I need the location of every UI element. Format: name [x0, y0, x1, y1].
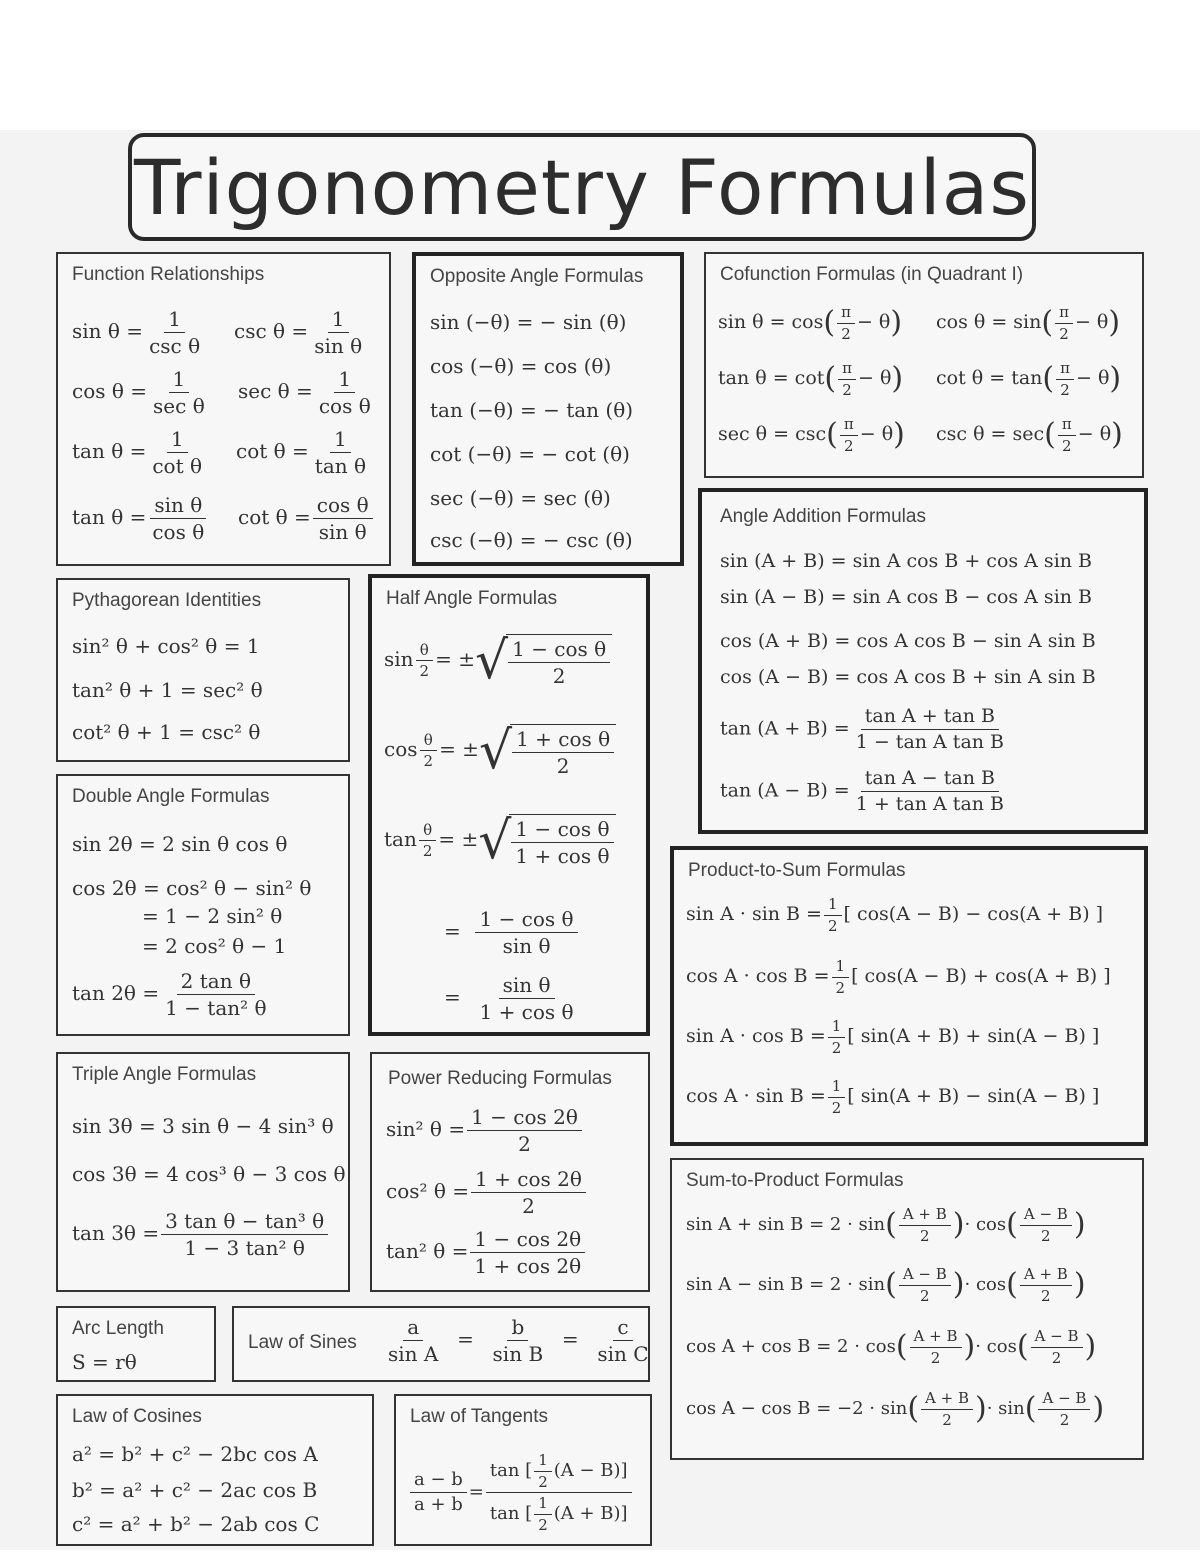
formula: tan 3θ = $\frac{\text{3 tan θ − tan³ θ}}{\text{1 − 3 tan² θ}}$ — [72, 1210, 330, 1259]
pythagorean-box — [56, 578, 350, 762]
arc-length-box — [56, 1306, 216, 1382]
formula: tan θ = $\frac{\text{sin θ}}{\text{cos θ}}$ — [72, 494, 210, 543]
cofunction-box — [704, 252, 1144, 478]
formula: cos 2θ = cos² θ − sin² θ — [72, 876, 312, 900]
triple-angle-box — [56, 1052, 350, 1292]
section-header: Angle Addition Formulas — [720, 506, 926, 527]
formula: cos $\frac{\theta}{2}$ = ± √ $\frac{\text{1 + cos θ}}{2}$ — [384, 724, 616, 777]
law-of-cosines-box — [56, 1394, 374, 1546]
power-reducing-box — [370, 1052, 650, 1292]
half-angle-box — [368, 574, 650, 1036]
formula: tan $\frac{\theta}{2}$ = ± √ $\frac{\text{1 − cos θ}}{\text{1 + cos θ}}$ — [384, 814, 616, 867]
law-of-sines-box — [232, 1306, 650, 1382]
formula: sin $\frac{\theta}{2}$ = ± √ $\frac{\text{1 − cos θ}}{2}$ — [384, 634, 612, 687]
formula: sin θ = $\frac{1}{\text{csc θ}}$ — [72, 307, 201, 358]
formula: sec (−θ) = sec (θ) — [430, 486, 611, 510]
formula: tan θ = $\frac{1}{\text{cot θ}}$ — [72, 427, 203, 478]
formula: cot θ = $\frac{\text{cos θ}}{\text{sin θ}}$ — [238, 494, 375, 543]
section-header: Arc Length — [72, 1318, 164, 1339]
section-header: Pythagorean Identities — [72, 590, 262, 611]
formula: tan (A + B) = $\frac{\text{tan A + tan B}}{\text{1 − tan A tan B}}$ — [720, 705, 1005, 753]
formula: cos (A + B) = cos A cos B − sin A sin B — [720, 630, 1096, 652]
formula: cos A · cos B = $\frac{1}{2}$ [ cos(A − B) + cos(A + B) ] — [686, 957, 1111, 997]
formula: $\frac{a - b}{a + b}$ = tan [ $\frac{1}{2}$ (A − B)] tan [ $\frac{1}{2}$ (A + B)] — [408, 1452, 634, 1533]
function-relationships-box — [56, 252, 391, 566]
formula: tan 2θ = $\frac{\text{2 tan θ}}{\text{1 − tan² θ}}$ — [72, 969, 267, 1020]
section-header: Function Relationships — [72, 264, 265, 285]
formula: c² = a² + b² − 2ab cos C — [72, 1512, 320, 1536]
product-to-sum-box — [670, 846, 1148, 1146]
formula: sin (−θ) = − sin (θ) — [430, 310, 627, 334]
title-box — [128, 133, 1036, 241]
formula: csc (−θ) = − csc (θ) — [430, 528, 633, 552]
formula: csc θ = $\frac{1}{\text{sin θ}}$ — [234, 307, 363, 358]
section-header: Double Angle Formulas — [72, 786, 270, 807]
section-header: Opposite Angle Formulas — [430, 266, 644, 287]
formula: sin (A − B) = sin A cos B − cos A sin B — [720, 586, 1093, 608]
formula: = 2 cos² θ − 1 — [142, 934, 287, 958]
formula: sin A + sin B = 2 · sin( $\frac{A + B}{2}$ )· cos( $\frac{A - B}{2}$ ) — [686, 1205, 1086, 1245]
formula: cos A · sin B = $\frac{1}{2}$ [ sin(A + B) − sin(A − B) ] — [686, 1077, 1100, 1117]
formula: cos θ = sin( $\frac{\pi}{2}$ − θ) — [936, 303, 1121, 343]
formula: cos² θ = $\frac{1 + \cos 2\theta}{2}$ — [386, 1168, 588, 1217]
formula: sin A · sin B = $\frac{1}{2}$ [ cos(A − B) − cos(A + B) ] — [686, 895, 1104, 935]
section-header: Half Angle Formulas — [386, 588, 558, 609]
formula: $\frac{a}{\text{sin A}}$ = $\frac{b}{\text{sin B}}$ = $\frac{c}{\text{sin C}}$ — [388, 1315, 649, 1366]
formula: cot θ = tan( $\frac{\pi}{2}$ − θ) — [936, 359, 1122, 399]
section-header: Power Reducing Formulas — [388, 1068, 612, 1089]
law-of-tangents-box — [394, 1394, 652, 1546]
formula: tan θ = cot( $\frac{\pi}{2}$ − θ) — [718, 359, 904, 399]
formula: tan (A − B) = $\frac{\text{tan A − tan B}}{\text{1 + tan A tan B}}$ — [720, 767, 1005, 815]
formula: cot θ = $\frac{1}{\text{tan θ}}$ — [236, 427, 367, 478]
formula: cos A + cos B = 2 · cos( $\frac{A + B}{2}$ )· cos( $\frac{A - B}{2}$ ) — [686, 1327, 1097, 1367]
formula: cos A − cos B = −2 · sin( $\frac{A + B}{2}$ )· sin( $\frac{A - B}{2}$ ) — [686, 1389, 1105, 1429]
section-header: Sum-to-Product Formulas — [686, 1170, 904, 1191]
formula: sin (A + B) = sin A cos B + cos A sin B — [720, 550, 1093, 572]
section-header: Law of Tangents — [410, 1406, 549, 1427]
formula: tan² θ + 1 = sec² θ — [72, 678, 263, 702]
formula: = $\frac{\text{1 − cos θ}}{\text{sin θ}}$ — [444, 908, 580, 957]
opposite-angle-box — [412, 252, 684, 566]
formula: sin θ = cos( $\frac{\pi}{2}$ − θ) — [718, 303, 903, 343]
formula: sin 2θ = 2 sin θ cos θ — [72, 832, 288, 856]
section-header: Law of Sines — [248, 1332, 357, 1353]
formula: tan (−θ) = − tan (θ) — [430, 398, 634, 422]
formula: cos (−θ) = cos (θ) — [430, 354, 612, 378]
section-header: Law of Cosines — [72, 1406, 202, 1427]
formula: sec θ = csc( $\frac{\pi}{2}$ − θ) — [718, 415, 905, 455]
section-header: Cofunction Formulas (in Quadrant I) — [720, 264, 1024, 285]
page-title: Trigonometry Formulas — [134, 142, 1030, 232]
formula: a² = b² + c² − 2bc cos A — [72, 1442, 318, 1466]
formula: cot (−θ) = − cot (θ) — [430, 442, 630, 466]
formula: cos θ = $\frac{1}{\text{sec θ}}$ — [72, 367, 205, 418]
section-header: Triple Angle Formulas — [72, 1064, 257, 1085]
formula: csc θ = sec( $\frac{\pi}{2}$ − θ) — [936, 415, 1123, 455]
formula: cos (A − B) = cos A cos B + sin A sin B — [720, 666, 1096, 688]
formula: = $\frac{\text{sin θ}}{\text{1 + cos θ}}$ — [444, 973, 574, 1024]
formula: cot² θ + 1 = csc² θ — [72, 720, 261, 744]
formula: sin 3θ = 3 sin θ − 4 sin³ θ — [72, 1114, 334, 1138]
formula: b² = a² + c² − 2ac cos B — [72, 1478, 318, 1502]
sum-to-product-box — [670, 1158, 1144, 1460]
angle-addition-box — [698, 488, 1148, 834]
formula: cos 3θ = 4 cos³ θ − 3 cos θ — [72, 1162, 346, 1186]
formula: sin A − sin B = 2 · sin( $\frac{A - B}{2}$ )· cos( $\frac{A + B}{2}$ ) — [686, 1265, 1086, 1305]
formula: tan² θ = $\frac{1 - \cos 2\theta}{1 + \cos 2\theta}$ — [386, 1228, 587, 1277]
section-header: Product-to-Sum Formulas — [688, 860, 906, 881]
formula: sec θ = $\frac{1}{\text{cos θ}}$ — [238, 367, 371, 418]
formula: sin² θ = $\frac{1 - \cos 2\theta}{2}$ — [386, 1106, 584, 1155]
formula: S = rθ — [72, 1350, 137, 1374]
formula: sin A · cos B = $\frac{1}{2}$ [ sin(A + B) + sin(A − B) ] — [686, 1017, 1100, 1057]
double-angle-box — [56, 774, 350, 1036]
formula: = 1 − 2 sin² θ — [142, 904, 283, 928]
formula: sin² θ + cos² θ = 1 — [72, 634, 260, 658]
